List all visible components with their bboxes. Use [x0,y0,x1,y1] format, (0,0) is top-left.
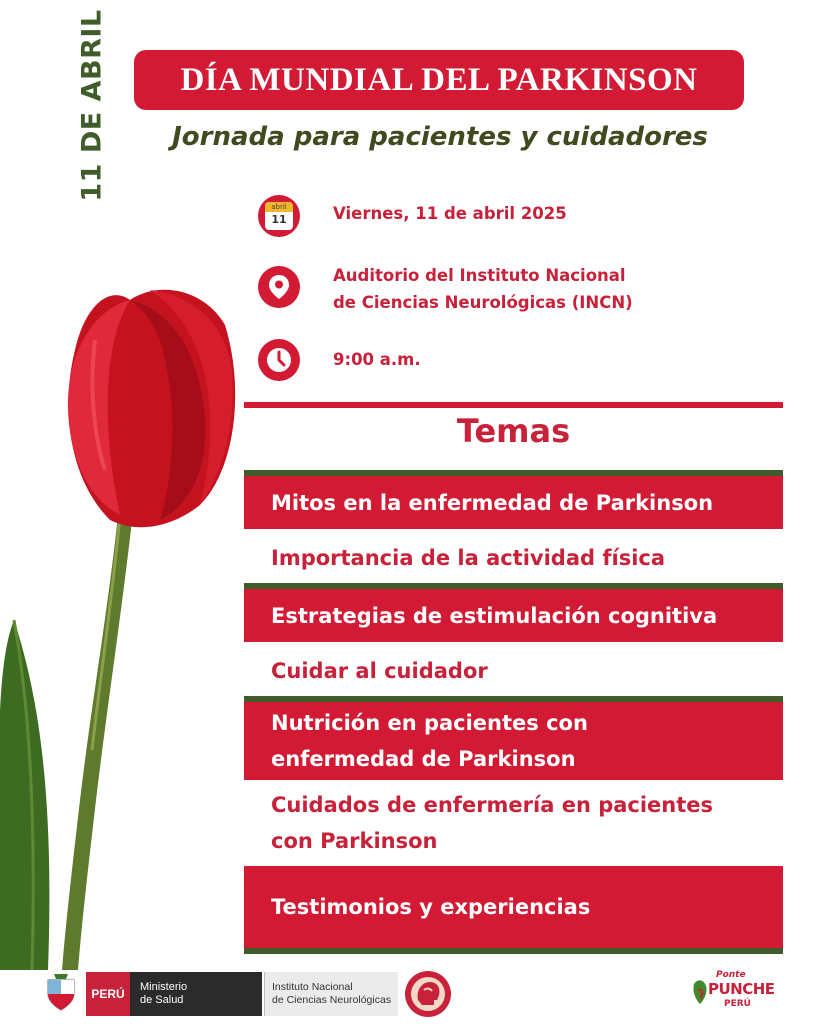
topic-item: Estrategias de estimulación cognitiva [244,583,783,642]
tulip-image [0,280,250,970]
ponte-punche-peru-logo: Ponte PUNCHE PERÚ [690,970,760,1016]
topics-heading: Temas [456,412,571,450]
location-pin-icon [258,266,300,308]
event-location [333,262,733,316]
coat-of-arms-icon [44,972,78,1012]
ministry-logo: Ministerio de Salud [130,972,262,1016]
peru-logo: PERÚ [86,972,130,1016]
event-location-line1: Auditorio del Instituto Nacional [333,266,626,285]
topic-item: Cuidados de enfermería en pacientes con Parkinson [271,793,714,853]
title-banner [134,50,744,110]
page-title: DÍA MUNDIAL DEL PARKINSON [180,61,698,98]
calendar-month: abril [265,202,293,212]
clock-icon [258,339,300,381]
incn-logo-icon [404,970,452,1018]
topic-item: Mitos en la enfermedad de Parkinson [244,470,783,529]
topic-item: Cuidar al cuidador [271,659,488,683]
topic-item: Nutrición en pacientes con enfermedad de Parkinson [244,696,783,780]
event-date-vertical: 11 DE ABRIL [76,8,108,202]
event-time: 9:00 a.m. [333,350,421,369]
page-subtitle: Jornada para pacientes y cuidadores [172,122,708,152]
event-date: Viernes, 11 de abril 2025 [333,204,567,223]
calendar-day: 11 [271,213,287,226]
calendar-icon [258,195,300,237]
section-divider [244,402,783,408]
institute-logo: Instituto Nacional de Ciencias Neurológicas [264,972,398,1016]
event-location-line2: de Ciencias Neurológicas (INCN) [333,293,633,312]
topic-item: Testimonios y experiencias [244,866,783,954]
topic-item: Importancia de la actividad física [271,546,666,570]
